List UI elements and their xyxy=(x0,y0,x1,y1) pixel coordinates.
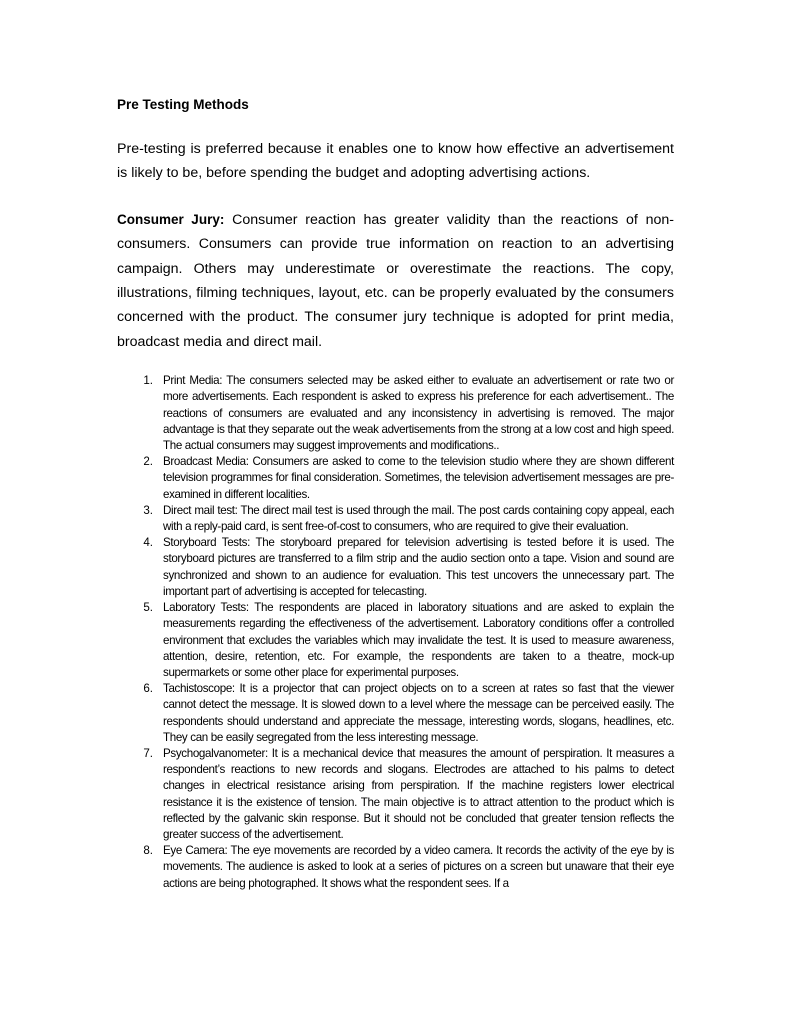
list-item-text: Broadcast Media: Consumers are asked to come to the television studio where they are shown different television programmes for final consideration. Sometimes, the television advertisement messages are pre-examined in different localities. xyxy=(163,455,674,501)
list-item-text: Laboratory Tests: The respondents are placed in laboratory situations and are asked to explain the measurements regarding the effectiveness of the advertisement. Laboratory conditions offer a controlled environment that excludes the variables which may invalidate the test. It is used to measure awareness, attention, desire, retention, etc. For example, the respondents are taken to a theatre, mock-up supermarkets or some other place for experimental purposes. xyxy=(163,601,674,679)
document-page xyxy=(117,96,674,892)
list-item-tachistoscope xyxy=(117,681,674,746)
list-item-number: 6. xyxy=(143,682,153,696)
list-item-text: Storyboard Tests: The storyboard prepared for television advertising is tested before it is used. The storyboard pictures are transferred to a film strip and the audio section onto a tape. Vision and sound are synchronized and shown to an audience for evaluation. This test uncovers the unnecessary part. The important part of advertising is accepted for telecasting. xyxy=(163,536,674,598)
list-item-text: Tachistoscope: It is a projector that can project objects on to a screen at rates so fast that the viewer cannot detect the message. It is slowed down to a level where the message can be perceived easily. The respondents should understand and appreciate the message, interesting words, slogans, headlines, etc. They can be easily segregated from the less interesting message. xyxy=(163,682,674,744)
intro-paragraph: Pre-testing is preferred because it enables one to know how effective an advertisement is likely to be, before spending the budget and adopting advertising actions. xyxy=(117,141,674,182)
list-item-text: Psychogalvanometer: It is a mechanical device that measures the amount of perspiration. It measures a respondent’s reactions to new records and slogans. Electrodes are attached to his palms to detect changes in electrical resistance arising from perspiration. If the machine registers lower electrical resistance it is the existence of tension. The main objective is to attract attention to the product which is reflected by the galvanic skin response. But it should not be concluded that greater tension reflects the greater success of the advertisement. xyxy=(163,746,674,841)
pretest-methods-list xyxy=(117,373,674,892)
consumer-jury-label: Consumer Jury: xyxy=(117,211,225,227)
section-heading: Pre Testing Methods xyxy=(117,97,249,112)
list-item-number: 2. xyxy=(143,455,153,469)
list-item-direct-mail-test xyxy=(117,503,674,535)
list-item-number: 5. xyxy=(143,601,153,615)
list-item-print-media xyxy=(117,373,674,454)
list-item-text: Eye Camera: The eye movements are recorded by a video camera. It records the activity of the eye by is movements. The audience is asked to look at a series of pictures on a screen but unaware that their eye actions are being photographed. It shows what the respondent sees. If a xyxy=(163,844,674,890)
list-item-text: Print Media: The consumers selected may be asked either to evaluate an advertisement or rate two or more advertisements. Each respondent is asked to express his preference for each advertisement.. The reactions of consumers are evaluated and any inconsistency in advertising is removed. The major advantage is that they separate out the weak advertisements from the strong at a low cost and high speed. The actual consumers may suggest improvements and modifications.. xyxy=(163,374,674,453)
list-item-number: 7. xyxy=(143,746,153,760)
list-item-number: 4. xyxy=(143,536,153,550)
list-item-eye-camera xyxy=(117,843,674,892)
list-item-number: 1. xyxy=(143,374,153,388)
list-item-broadcast-media xyxy=(117,454,674,503)
list-item-psychogalvanometer xyxy=(117,746,674,843)
list-item-laboratory-tests xyxy=(117,600,674,681)
list-item-storyboard-tests xyxy=(117,535,674,600)
list-item-number: 8. xyxy=(143,844,153,858)
list-item-number: 3. xyxy=(143,503,153,517)
consumer-jury-text: Consumer reaction has greater validity than the reactions of non-consumers. Consumers can provide true information on reaction to an advertising campaign. Others may underestimate or overestimate the reactions. The copy, illustrations, filming techniques, layout, etc. can be properly evaluated by the consumers concerned with the product. The consumer jury technique is adopted for print media, broadcast media and direct mail. xyxy=(117,211,674,350)
list-item-text: Direct mail test: The direct mail test is used through the mail. The post cards containing copy appeal, each with a reply-paid card, is sent free-of-cost to consumers, who are required to give their evaluation. xyxy=(163,503,674,534)
consumer-jury-paragraph xyxy=(117,208,674,354)
